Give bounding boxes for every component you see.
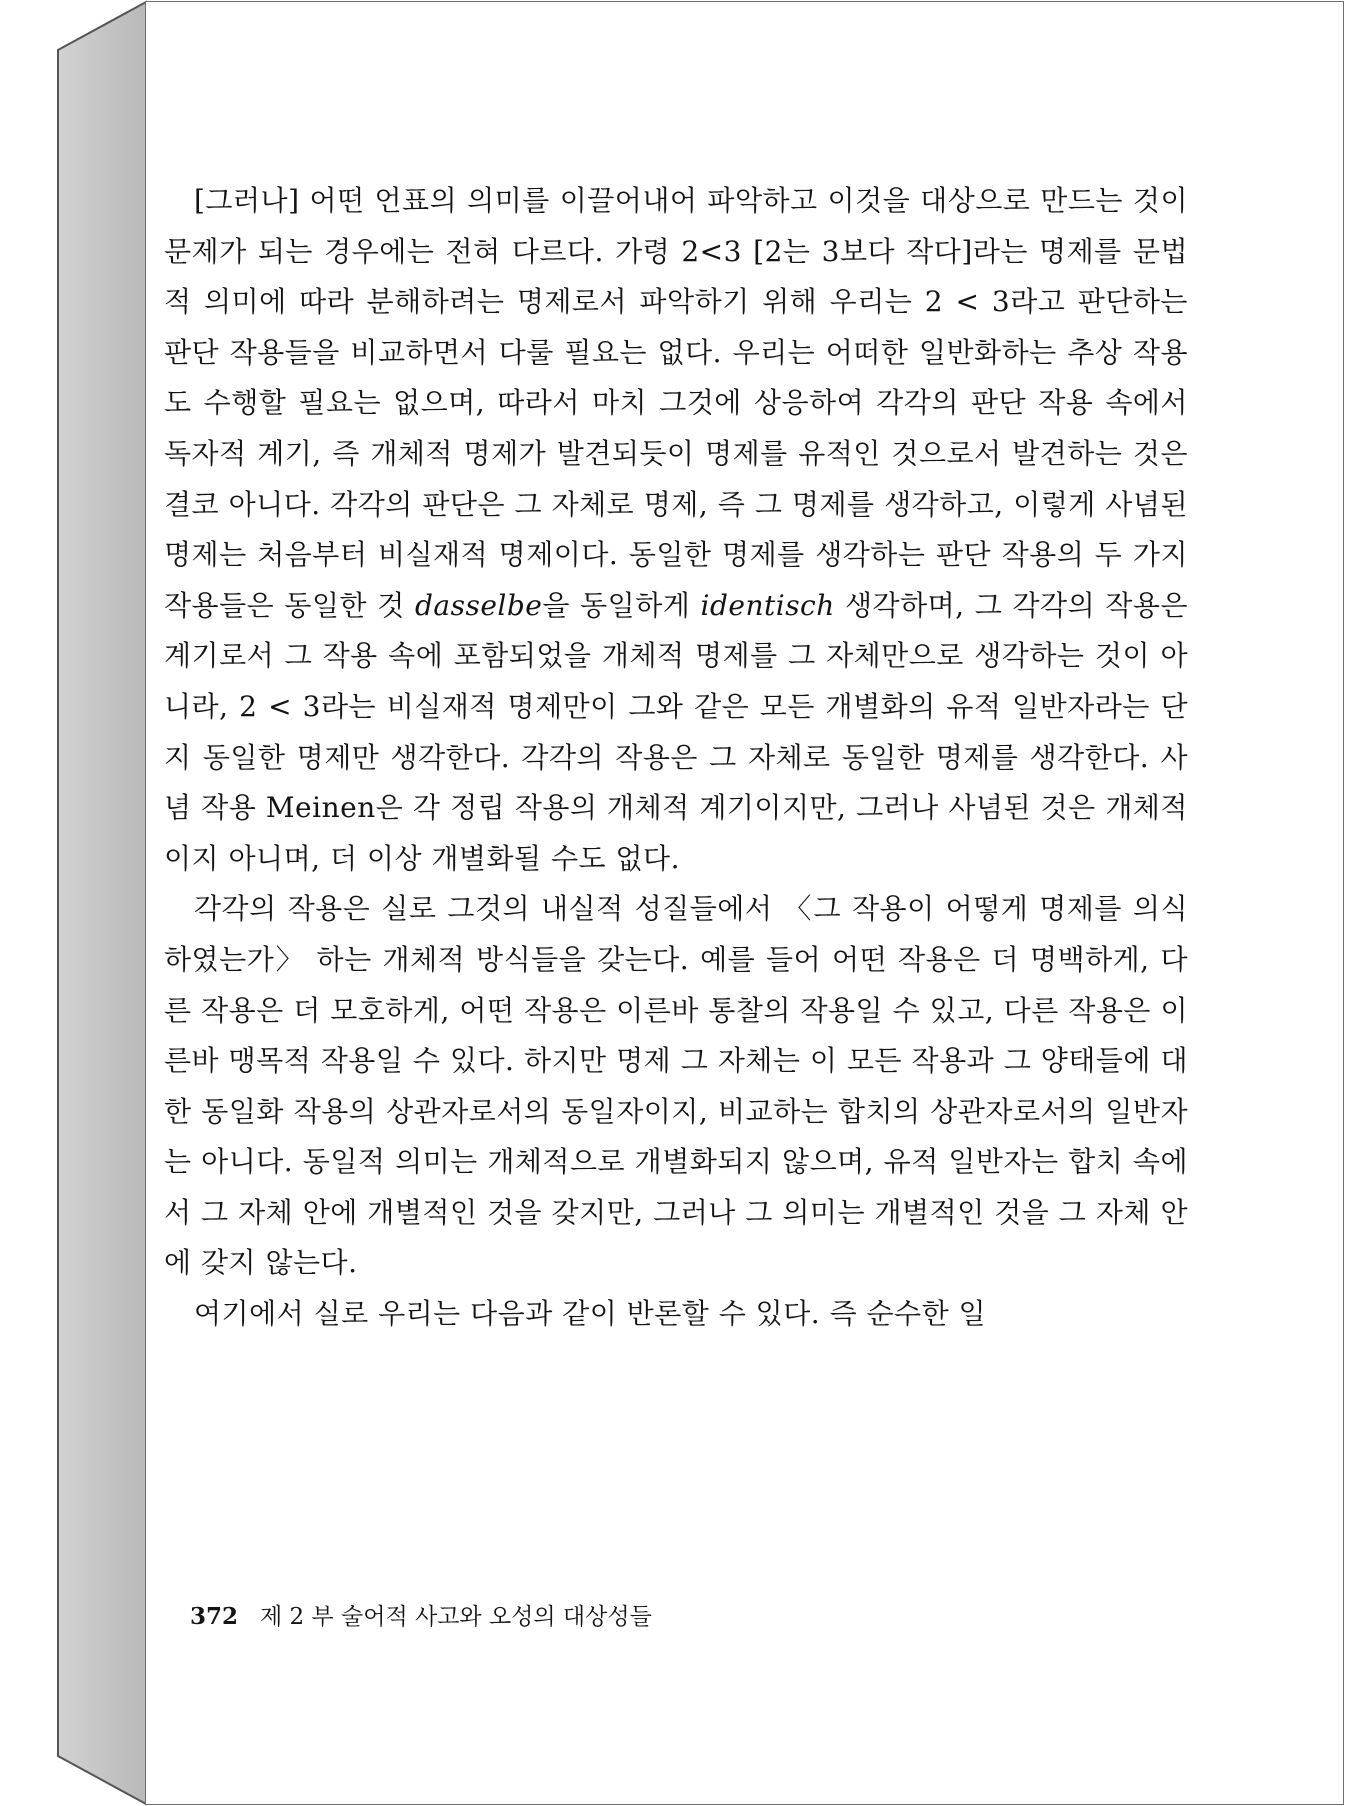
paragraph <box>164 176 1188 884</box>
italic-term: identisch <box>700 588 835 622</box>
text-run: 생각하며, 그 각각의 작용은 계기로서 그 작용 속에 포함되었을 개체적 명제를 그 자체만으로 생각하는 것이 아니라, 2 < 3라는 비실재적 명제만이 그와 같은 모든 개별화의 유적 일반자라는 단지 동일한 명제만 생각한다. 각각의 작용은 그 자체로 동일한 명제를 생각한다. 사념 작용 Meinen은 각 정립 작용의 개체적 계기이지만, 그러나 사념된 것은 개체적이지 아니며, 더 이상 개별화될 수도 없다. <box>164 588 1188 875</box>
text-run: 각각의 작용은 실로 그것의 내실적 성질들에서 〈그 작용이 어떻게 명제를 의식하였는가〉 하는 개체적 방식들을 갖는다. 예를 들어 어떤 작용은 더 명백하게, 다른 작용은 더 모호하게, 어떤 작용은 이른바 통찰의 작용일 수 있고, 다른 작용은 이른바 맹목적 작용일 수 있다. 하지만 명제 그 자체는 이 모든 작용과 그 양태들에 대한 동일화 작용의 상관자로서의 동일자이지, 비교하는 합치의 상관자로서의 일반자는 아니다. 동일적 의미는 개체적으로 개별화되지 않으며, 유적 일반자는 합치 속에서 그 자체 안에 개별적인 것을 갖지만, 그러나 그 의미는 개별적인 것을 그 자체 안에 갖지 않는다. <box>164 892 1188 1280</box>
body-text <box>164 176 1188 1340</box>
text-run: 여기에서 실로 우리는 다음과 같이 반론할 수 있다. 즉 순수한 일 <box>194 1297 987 1331</box>
text-run: 을 동일하게 <box>542 588 701 622</box>
book-spine <box>58 2 146 1804</box>
text-run: [그러나] 어떤 언표의 의미를 이끌어내어 파악하고 이것을 대상으로 만드는 것이 문제가 되는 경우에는 전혀 다르다. 가령 2<3 [2는 3보다 작다]라는 명제를 문법적 의미에 따라 분해하려는 명제로서 파악하기 위해 우리는 2 < 3라고 판단하는 판단 작용들을 비교하면서 다룰 필요는 없다. 우리는 어떠한 일반화하는 추상 작용도 수행할 필요는 없으며, 따라서 마치 그것에 상응하여 각각의 판단 작용 속에서 독자적 계기, 즉 개체적 명제가 발견되듯이 명제를 유적인 것으로서 발견하는 것은 결코 아니다. 각각의 판단은 그 자체로 명제, 즉 그 명제를 생각하고, 이렇게 사념된 명제는 처음부터 비실재적 명제이다. 동일한 명제를 생각하는 판단 작용의 두 가지 작용들은 동일한 것 <box>164 184 1188 622</box>
running-head: 제 2 부 술어적 사고와 오성의 대상성들 <box>260 1604 652 1630</box>
paragraph <box>164 884 1188 1289</box>
page-number: 372 <box>190 1603 239 1630</box>
italic-term: dasselbe <box>414 588 543 622</box>
page-footer <box>190 1598 652 1631</box>
paragraph <box>164 1289 1188 1340</box>
